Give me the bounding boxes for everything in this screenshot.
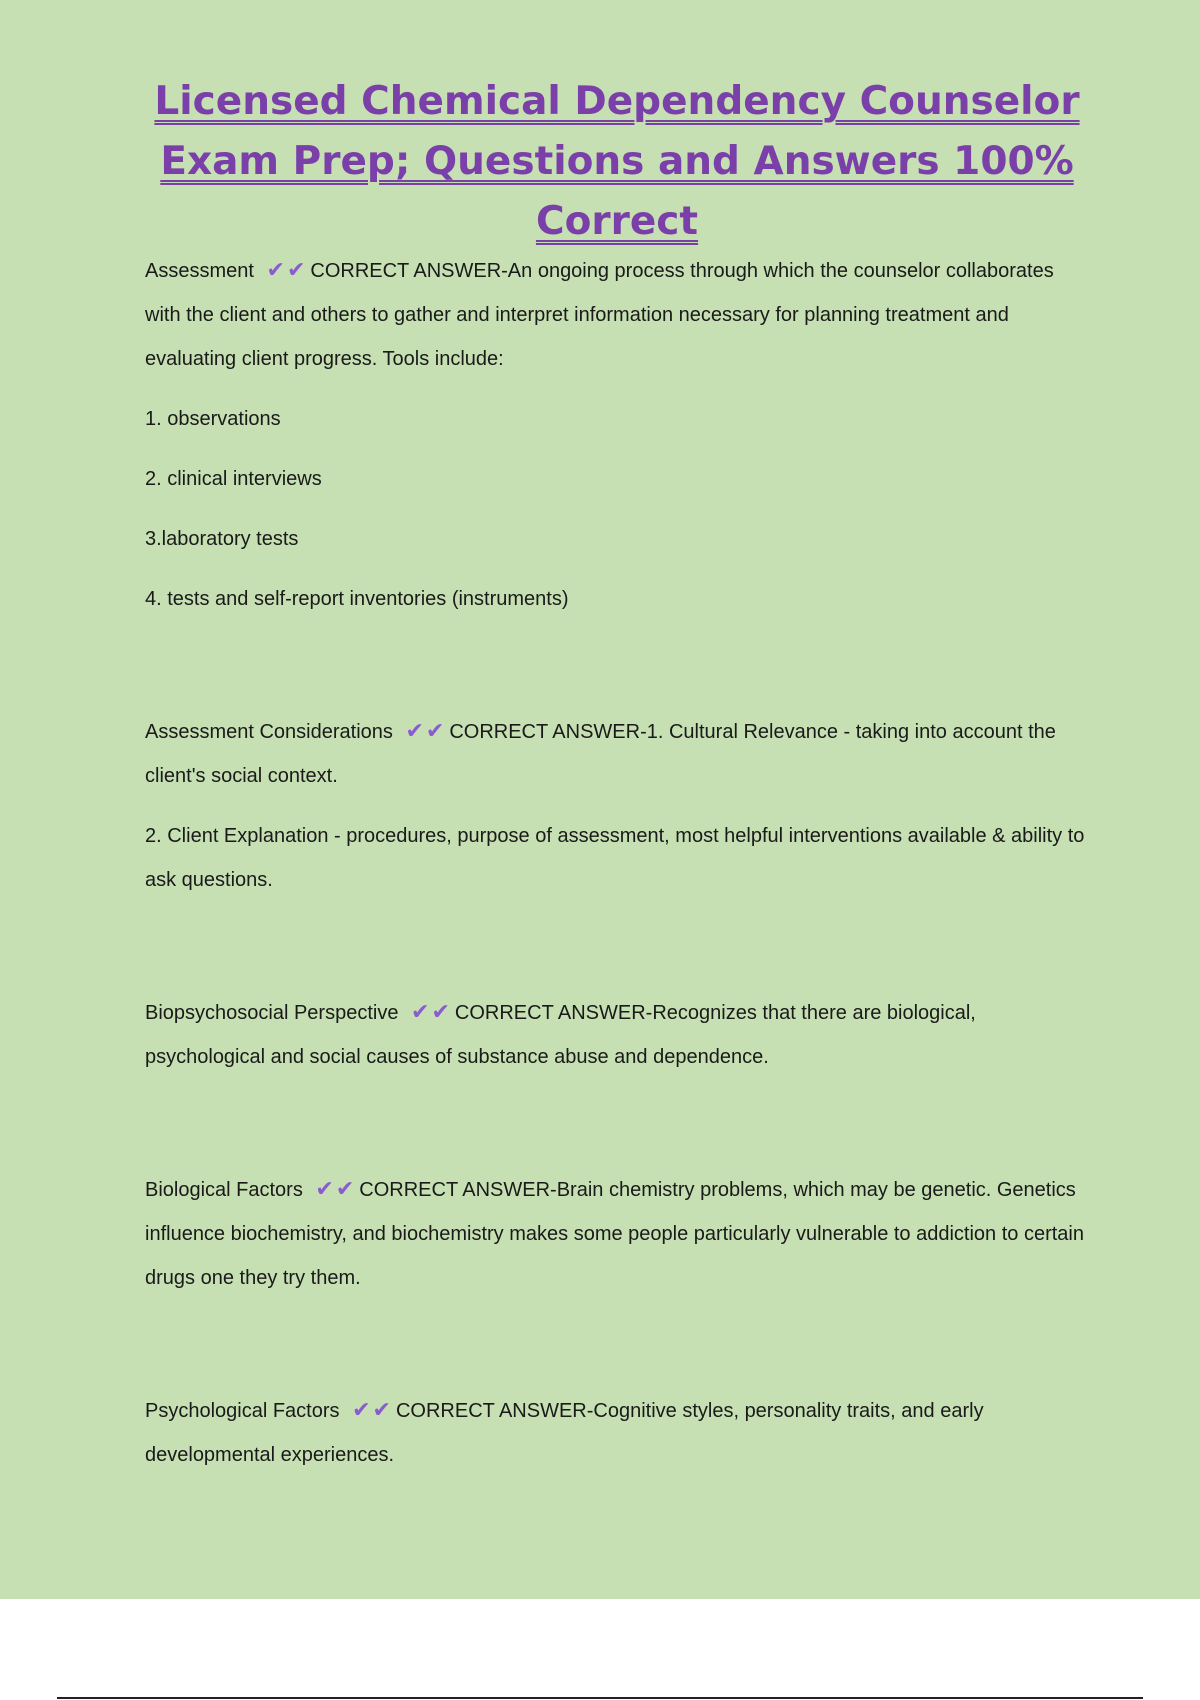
check-icon: ✔ xyxy=(352,1397,371,1422)
check-icon: ✔ xyxy=(372,1397,391,1422)
check-icon: ✔ xyxy=(411,999,430,1024)
qa-extra-line: 1. observations xyxy=(145,408,281,430)
qa-main-paragraph xyxy=(145,1388,1085,1477)
qa-answer: An ongoing process through which the counselor collaborates with the client and others to gather and interpret information necessary for planning treatment and evaluating client progress. Tools include: xyxy=(145,260,1054,370)
qa-extra-line: 4. tests and self-report inventories (instruments) xyxy=(145,588,569,610)
qa-answer: Brain chemistry problems, which may be genetic. Genetics influence biochemistry, and biochemistry makes some people particularly vulnerable to addiction to certain drugs one they try them. xyxy=(145,1179,1084,1289)
qa-main-paragraph xyxy=(145,990,1085,1079)
check-icon: ✔ xyxy=(425,718,445,743)
qa-term: Psychological Factors xyxy=(145,1400,340,1422)
qa-main-paragraph xyxy=(145,709,1085,798)
answer-prefix: CORRECT ANSWER- xyxy=(359,1179,557,1201)
qa-extra-line: 2. Client Explanation - procedures, purpose of assessment, most helpful interventions available & ability to ask questions. xyxy=(145,825,1085,891)
document-title: Licensed Chemical Dependency Counselor Exam Prep; Questions and Answers 100% Correct xyxy=(154,79,1080,244)
double-check-icon xyxy=(314,1176,355,1201)
check-icon: ✔ xyxy=(266,257,285,282)
check-icon: ✔ xyxy=(431,999,450,1024)
check-icon: ✔ xyxy=(286,257,306,282)
footer-divider xyxy=(57,1697,1143,1699)
qa-main-paragraph xyxy=(145,1167,1085,1300)
double-check-icon xyxy=(404,718,445,743)
qa-term: Assessment xyxy=(145,260,254,282)
double-check-icon xyxy=(410,999,451,1024)
answer-prefix: CORRECT ANSWER- xyxy=(454,1002,653,1024)
qa-term: Assessment Considerations xyxy=(145,721,393,743)
answer-prefix: CORRECT ANSWER- xyxy=(310,260,508,282)
qa-entry-assessment xyxy=(145,248,1085,621)
qa-extra-line: 3.laboratory tests xyxy=(145,528,299,550)
qa-term: Biopsychosocial Perspective xyxy=(145,1002,399,1024)
check-icon: ✔ xyxy=(315,1176,334,1201)
qa-answer: Recognizes that there are biological, psychological and social causes of substance abuse and dependence. xyxy=(145,1002,976,1068)
qa-entry-biopsychosocial-perspective xyxy=(145,990,1085,1079)
double-check-icon xyxy=(351,1397,392,1422)
double-check-icon xyxy=(266,257,307,282)
qa-entry-assessment-considerations xyxy=(145,709,1085,902)
qa-entry-biological-factors xyxy=(145,1167,1085,1300)
check-icon: ✔ xyxy=(335,1176,355,1201)
qa-list xyxy=(145,248,1085,1565)
check-icon: ✔ xyxy=(405,718,424,743)
qa-term: Biological Factors xyxy=(145,1179,303,1201)
qa-answer: 1. Cultural Relevance - taking into account the client's social context. xyxy=(145,721,1056,787)
qa-answer: Cognitive styles, personality traits, and early developmental experiences. xyxy=(145,1400,984,1466)
qa-extra-line: 2. clinical interviews xyxy=(145,468,322,490)
qa-entry-psychological-factors xyxy=(145,1388,1085,1477)
answer-prefix: CORRECT ANSWER- xyxy=(395,1400,594,1422)
answer-prefix: CORRECT ANSWER- xyxy=(449,721,647,743)
qa-main-paragraph xyxy=(145,248,1085,381)
